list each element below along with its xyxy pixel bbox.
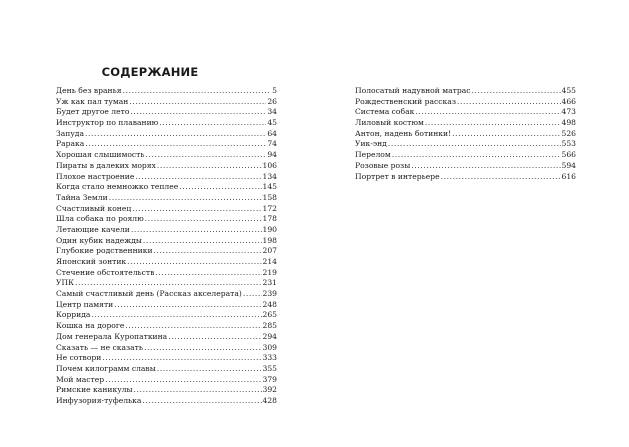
- toc-entry-page: 566: [561, 150, 576, 160]
- toc-leader-dots: [425, 118, 561, 129]
- toc-entry-page: 134: [262, 171, 277, 181]
- toc-entry: [56, 204, 277, 215]
- toc-leader-dots: [125, 321, 261, 332]
- toc-leader-dots: [168, 332, 261, 343]
- toc-entry: [56, 300, 277, 311]
- toc-entry: [355, 107, 576, 118]
- toc-entry: [56, 118, 277, 129]
- toc-entry-page: 34: [267, 107, 277, 117]
- toc-leader-dots: [102, 353, 261, 364]
- toc-leader-dots: [134, 385, 262, 396]
- toc-entry-title: Глубокие родственники: [56, 246, 153, 256]
- toc-entry: [56, 236, 277, 247]
- toc-entry: [56, 172, 277, 183]
- toc-entry: [355, 139, 576, 150]
- toc-entry-page: 198: [262, 235, 277, 245]
- toc-entry-title: Уж как пал туман: [56, 96, 129, 106]
- toc-leader-dots: [415, 107, 560, 118]
- toc-entry-title: Инфузория-туфелька: [56, 395, 142, 405]
- toc-entry-page: 74: [267, 139, 277, 149]
- toc-leader-dots: [105, 375, 261, 386]
- toc-entry-title: Стечение обстоятельств: [56, 267, 155, 277]
- toc-leader-dots: [129, 97, 266, 108]
- toc-leader-dots: [157, 364, 262, 375]
- toc-entry: [56, 139, 277, 150]
- toc-entry: [355, 118, 576, 129]
- toc-entry-page: 294: [262, 331, 277, 341]
- toc-entry-page: 265: [262, 310, 277, 320]
- toc-entry-title: Шла собака по роялю: [56, 214, 144, 224]
- toc-entry-title: Будет другое лето: [56, 107, 130, 117]
- toc-entry-title: Полосатый надувной матрас: [355, 86, 471, 95]
- toc-entry: [355, 86, 576, 97]
- toc-entry-page: 190: [262, 224, 277, 234]
- toc-leader-dots: [123, 86, 272, 97]
- toc-entry-page: 498: [561, 118, 576, 128]
- toc-leader-dots: [155, 268, 261, 279]
- toc-entry: [56, 161, 277, 172]
- toc-entry-page: 285: [262, 321, 277, 331]
- toc-entry: [56, 310, 277, 321]
- toc-leader-dots: [127, 257, 261, 268]
- toc-leader-dots: [85, 129, 266, 140]
- toc-entry: [56, 193, 277, 204]
- toc-entry: [56, 246, 277, 257]
- toc-entry: [56, 364, 277, 375]
- toc-leader-dots: [392, 150, 561, 161]
- toc-entry-title: Инструктор по плаванию: [56, 118, 159, 128]
- toc-entry-page: 5: [272, 86, 277, 95]
- toc-entry: [355, 97, 576, 108]
- toc-entry: [56, 225, 277, 236]
- toc-entry-title: Хорошая слышимость: [56, 150, 145, 160]
- toc-leader-dots: [144, 343, 261, 354]
- toc-entry-page: 473: [561, 107, 576, 117]
- toc-left-column: [56, 86, 277, 407]
- toc-entry-page: 45: [267, 118, 277, 128]
- toc-entry: [355, 129, 576, 140]
- toc-entry: [56, 343, 277, 354]
- toc-leader-dots: [135, 172, 261, 183]
- toc-entry: [56, 321, 277, 332]
- toc-leader-dots: [159, 118, 266, 129]
- toc-entry: [56, 97, 277, 108]
- toc-entry-title: Летающие качели: [56, 224, 130, 234]
- toc-entry-title: Счастливый конец: [56, 203, 132, 213]
- toc-entry-page: 379: [262, 374, 277, 384]
- toc-entry-title: Мой мастер: [56, 374, 105, 384]
- toc-entry-page: 526: [561, 128, 576, 138]
- toc-entry-title: Пираты в далеких морях: [56, 160, 156, 170]
- toc-entry-title: Не сотвори: [56, 353, 102, 363]
- toc-entry-title: Один кубик надежды: [56, 235, 142, 245]
- toc-entry-title: Система собак: [355, 107, 415, 117]
- toc-entry: [56, 375, 277, 386]
- toc-entry-title: Почем килограмм славы: [56, 363, 156, 373]
- toc-leader-dots: [157, 161, 262, 172]
- toc-entry-page: 94: [267, 150, 277, 160]
- toc-leader-dots: [75, 278, 262, 289]
- toc-entry: [56, 396, 277, 407]
- toc-entry-title: Сказать — не сказать: [56, 342, 144, 352]
- toc-leader-dots: [441, 172, 561, 183]
- toc-entry-page: 355: [262, 363, 277, 373]
- toc-entry: [56, 150, 277, 161]
- toc-entry-title: Розовые розы: [355, 160, 411, 170]
- toc-entry-title: Портрет в интерьере: [355, 171, 440, 181]
- toc-entry: [355, 150, 576, 161]
- toc-leader-dots: [132, 204, 261, 215]
- toc-leader-dots: [91, 310, 261, 321]
- toc-entry-page: 553: [561, 139, 576, 149]
- toc-entry-page: 158: [262, 192, 277, 202]
- toc-entry: [355, 161, 576, 172]
- toc-entry-page: 239: [262, 289, 277, 299]
- toc-entry: [56, 257, 277, 268]
- toc-entry: [56, 385, 277, 396]
- toc-entry: [56, 182, 277, 193]
- toc-entry-page: 616: [561, 171, 576, 181]
- toc-entry-title: Кошка на дороге: [56, 321, 125, 331]
- toc-entry-title: День без вранья: [56, 86, 122, 95]
- toc-leader-dots: [243, 289, 262, 300]
- toc-entry: [56, 268, 277, 279]
- toc-entry-page: 455: [561, 86, 576, 95]
- toc-entry: [56, 86, 277, 97]
- toc-entry-page: 309: [262, 342, 277, 352]
- toc-entry-page: 594: [561, 160, 576, 170]
- toc-leader-dots: [388, 139, 561, 150]
- toc-leader-dots: [145, 214, 262, 225]
- toc-entry-page: 172: [262, 203, 277, 213]
- toc-entry-page: 207: [262, 246, 277, 256]
- toc-entry-title: Центр памяти: [56, 299, 114, 309]
- contents-title: СОДЕРЖАНИЕ: [101, 65, 199, 79]
- toc-entry-title: Римские каникулы: [56, 385, 133, 395]
- toc-leader-dots: [146, 150, 267, 161]
- toc-entry-title: Рождественский рассказ: [355, 96, 456, 106]
- toc-entry-page: 106: [262, 160, 277, 170]
- toc-entry-title: Японский зонтик: [56, 257, 127, 266]
- toc-entry: [56, 107, 277, 118]
- toc-entry-page: 248: [262, 299, 277, 309]
- toc-leader-dots: [109, 193, 262, 204]
- toc-entry-page: 145: [262, 182, 277, 192]
- toc-entry: [56, 289, 277, 300]
- toc-leader-dots: [471, 86, 560, 97]
- toc-leader-dots: [457, 97, 561, 108]
- toc-entry-page: 26: [267, 96, 277, 106]
- toc-entry-title: Дом генерала Куропаткина: [56, 331, 168, 341]
- toc-entry-title: УПК: [56, 278, 74, 288]
- toc-entry-title: Уик-энд: [355, 139, 387, 149]
- toc-entry: [56, 332, 277, 343]
- toc-entry-title: Коррида: [56, 310, 91, 320]
- toc-entry: [56, 278, 277, 289]
- toc-entry-title: Самый счастливый день (Рассказ акселерата): [56, 289, 242, 299]
- toc-entry-page: 333: [262, 353, 277, 363]
- toc-entry-title: Антон, надень ботинки!: [355, 128, 452, 138]
- toc-entry-title: Лиловый костюм: [355, 118, 424, 128]
- toc-entry-page: 178: [262, 214, 277, 224]
- toc-leader-dots: [179, 182, 261, 193]
- toc-leader-dots: [142, 396, 261, 407]
- toc-entry-page: 219: [262, 267, 277, 277]
- toc-entry-title: Запуда: [56, 128, 84, 138]
- toc-leader-dots: [130, 107, 266, 118]
- toc-entry-page: 466: [561, 96, 576, 106]
- toc-entry-page: 64: [267, 128, 277, 138]
- toc-entry-title: Рарака: [56, 139, 85, 149]
- toc-entry-title: Плохое настроение: [56, 171, 135, 181]
- toc-entry-page: 392: [262, 385, 277, 395]
- toc-right-column: [355, 86, 576, 182]
- toc-entry-page: 231: [262, 278, 277, 288]
- toc-entry: [56, 129, 277, 140]
- toc-entry: [56, 353, 277, 364]
- toc-leader-dots: [411, 161, 560, 172]
- toc-leader-dots: [452, 129, 560, 140]
- toc-entry-title: Перелом: [355, 150, 391, 160]
- toc-entry-page: 214: [262, 257, 277, 266]
- toc-entry-title: Тайна Земли: [56, 192, 108, 202]
- toc-entry-page: 428: [262, 395, 277, 405]
- toc-entry-title: Когда стало немножко теплее: [56, 182, 179, 192]
- toc-leader-dots: [154, 246, 262, 257]
- toc-entry: [56, 214, 277, 225]
- toc-entry: [355, 172, 576, 183]
- toc-leader-dots: [143, 236, 262, 247]
- toc-leader-dots: [131, 225, 262, 236]
- toc-leader-dots: [85, 139, 266, 150]
- toc-leader-dots: [114, 300, 261, 311]
